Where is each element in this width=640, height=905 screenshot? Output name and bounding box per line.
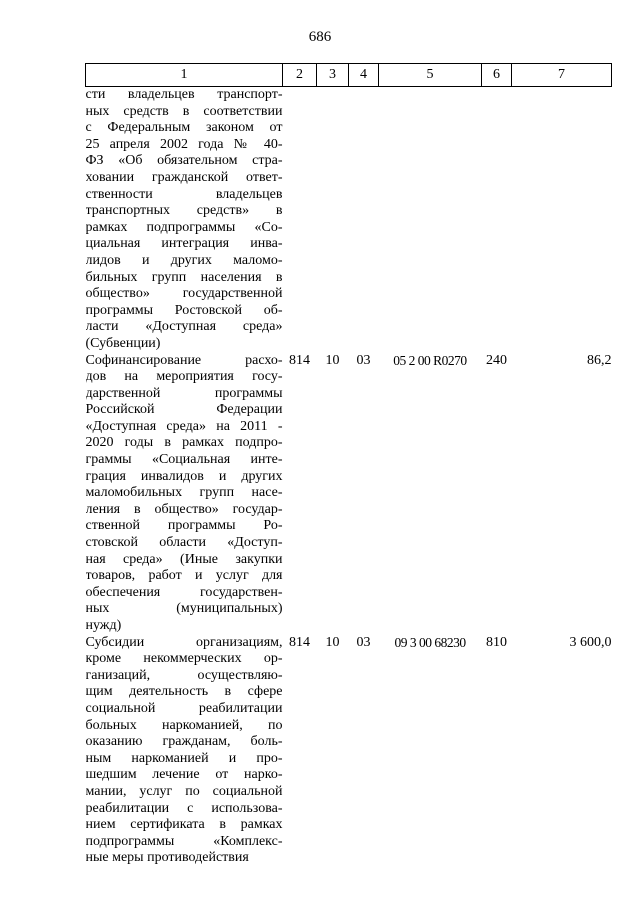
column-header-3: 3	[317, 64, 349, 87]
description-line: дарственной программы	[85, 385, 283, 401]
column-header-7: 7	[512, 64, 612, 87]
row-description	[86, 87, 283, 353]
expense-type-code: 810	[486, 634, 507, 650]
description-line: сти владельцев транспорт-	[85, 87, 283, 102]
header-row	[86, 64, 612, 87]
description-line: рамках подпрограммы «Со-	[85, 219, 283, 235]
section-code	[317, 87, 349, 353]
page-number: 686	[308, 29, 332, 45]
description-line: ным наркоманией и про-	[85, 750, 283, 766]
description-line: ФЗ «Об обязательном стра-	[85, 153, 283, 169]
description-line: социальной реабилитации	[85, 700, 283, 716]
target-article-code: 05 2 00 R0270	[393, 352, 467, 368]
amount: 86,2	[587, 352, 612, 368]
description-line: оказанию гражданам, боль-	[85, 734, 283, 750]
description-line: ных средств в соответствии	[85, 103, 283, 119]
description-line: ная среда» (Иные закупки	[85, 551, 283, 567]
amount: 3 600,0	[569, 634, 612, 650]
description-line: ласти «Доступная среда»	[85, 319, 283, 335]
description-line: кроме некоммерческих ор-	[85, 651, 283, 667]
description-line: 25 апреля 2002 года № 40-	[85, 136, 283, 152]
table-row	[86, 87, 612, 353]
column-header-4: 4	[349, 64, 379, 87]
description-line: (Субвенции)	[85, 335, 161, 351]
ministry-code: 814	[289, 352, 310, 368]
description-line: стовской области «Доступ-	[85, 535, 283, 551]
column-header-1: 1	[86, 64, 283, 87]
row-description	[86, 353, 283, 635]
description-line: мании, услуг по социальной	[85, 783, 283, 799]
description-line: лидов и других маломо-	[85, 252, 283, 268]
table-body	[86, 87, 612, 867]
amount	[512, 87, 612, 353]
description-line: ных (муниципальных)	[85, 601, 283, 617]
description-line: больных наркоманией, по	[85, 717, 283, 733]
description-line: подпрограммы «Комплекс-	[85, 833, 283, 849]
description-line: 2020 годы в рамках подпро-	[85, 435, 283, 451]
budget-table	[85, 63, 612, 867]
ministry-code	[283, 87, 317, 353]
description-line: товаров, работ и услуг для	[85, 568, 283, 584]
section-code: 10	[325, 352, 340, 368]
description-line: ганизаций, осуществляю-	[85, 667, 283, 683]
subsection-code	[349, 87, 379, 353]
section-code: 10	[325, 634, 340, 650]
description-line: дов на мероприятия госу-	[85, 369, 283, 385]
description-line: шедшим лечение от нарко-	[85, 767, 283, 783]
description-line: Софинансирование расхо-	[85, 352, 283, 368]
description-line: с Федеральным законом от	[85, 120, 283, 136]
row-description	[86, 635, 283, 867]
description-line: ственности владельцев	[85, 186, 283, 202]
description-line: нужд)	[85, 618, 122, 633]
description-line: программы Ростовской об-	[85, 302, 283, 318]
target-article-code: 09 3 00 68230	[394, 634, 466, 650]
expense-type-code: 240	[486, 352, 507, 368]
description-line: Российской Федерации	[85, 402, 283, 418]
description-line: ные меры противодействия	[85, 850, 249, 866]
description-line: граммы «Социальная инте-	[85, 452, 283, 468]
column-header-6: 6	[482, 64, 512, 87]
column-header-5: 5	[379, 64, 482, 87]
description-line: грация инвалидов и других	[85, 468, 283, 484]
description-line: маломобильных групп насе-	[85, 485, 283, 501]
description-line: ления в общество» государ-	[85, 501, 283, 517]
description-line: обеспечения государствен-	[85, 584, 283, 600]
table-row	[86, 635, 612, 867]
description-line: ственной программы Ро-	[85, 518, 283, 534]
description-line: «Доступная среда» на 2011 -	[85, 418, 283, 434]
description-line: ховании гражданской ответ-	[85, 169, 283, 185]
column-header-2: 2	[283, 64, 317, 87]
table-row	[86, 353, 612, 635]
description-line: транспортных средств» в	[85, 203, 283, 219]
description-line: нием сертификата в рамках	[85, 817, 283, 833]
target-article-code	[379, 87, 482, 353]
description-line: общество» государственной	[85, 286, 283, 302]
description-line: циальная интеграция инва-	[85, 236, 283, 252]
description-line: реабилитации с использова-	[85, 800, 283, 816]
subsection-code: 03	[356, 634, 371, 650]
subsection-code: 03	[356, 352, 371, 368]
expense-type-code	[482, 87, 512, 353]
description-line: бильных групп населения в	[85, 269, 283, 285]
description-line: щим деятельность в сфере	[85, 684, 283, 700]
ministry-code: 814	[289, 634, 310, 650]
description-line: Субсидии организациям,	[85, 634, 283, 650]
